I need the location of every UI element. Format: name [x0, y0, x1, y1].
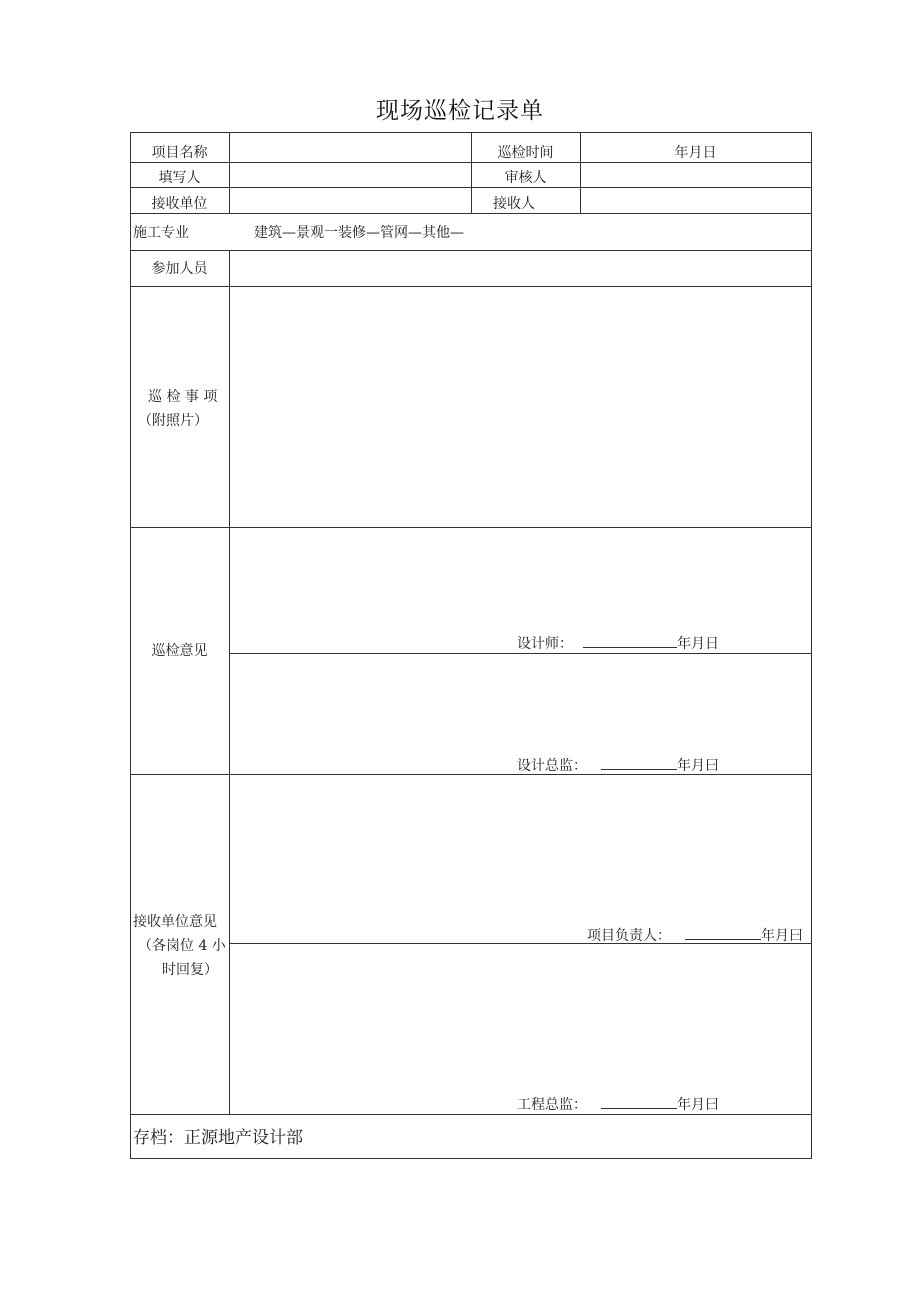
designer-date: 年月日	[677, 636, 719, 652]
col-divider	[229, 132, 230, 214]
designer-label: 设计师：	[517, 636, 573, 652]
inspection-form-table	[130, 132, 812, 1159]
row-divider	[130, 250, 812, 251]
engineering-director-date: 年月曰	[677, 1097, 719, 1113]
engineering-director-label: 工程总监：	[517, 1097, 587, 1113]
engineering-director-opinion-area[interactable]	[230, 944, 811, 1114]
receiving-unit-label: 接收单位	[151, 196, 208, 212]
design-director-opinion-area[interactable]	[230, 654, 811, 774]
table-border-bottom	[130, 1158, 812, 1159]
row-divider	[130, 1114, 812, 1115]
specialty-options[interactable]: 建筑—景观一装修—管网—其他—	[254, 225, 464, 241]
project-lead-label: 项目负责人：	[587, 928, 671, 944]
design-director-signature-line	[517, 757, 719, 774]
receiving-opinion-sublabel-2: 时回复）	[162, 962, 218, 978]
designer-signature-field[interactable]	[583, 635, 677, 648]
design-director-date: 年月曰	[677, 758, 719, 774]
participants-label: 参加人员	[151, 261, 208, 277]
receiving-opinion-label: 接收单位意见	[133, 914, 217, 930]
project-name-label: 项目名称	[151, 145, 208, 161]
specialty-label: 施工专业	[133, 225, 189, 241]
project-lead-signature-line	[587, 927, 803, 944]
page-title: 现场巡检记录单	[376, 98, 544, 124]
project-lead-opinion-area[interactable]	[230, 775, 811, 943]
reviewer-label: 审核人	[504, 170, 547, 186]
design-director-signature-field[interactable]	[601, 757, 677, 770]
project-lead-date: 年月曰	[761, 928, 803, 944]
inspection-items-area[interactable]	[230, 287, 811, 527]
inspection-time-field[interactable]: 年月日	[674, 145, 717, 161]
inspection-opinion-label: 巡检意见	[151, 643, 208, 659]
engineering-director-signature-field[interactable]	[601, 1096, 677, 1109]
engineering-director-signature-line	[517, 1096, 719, 1113]
designer-signature-line	[517, 635, 719, 652]
filled-by-label: 填写人	[158, 170, 201, 186]
receiving-opinion-sublabel: （各岗位 4 小	[138, 938, 226, 954]
archive-note: 存档：正源地产设计部	[133, 1128, 303, 1148]
inspection-time-label: 巡检时间	[497, 145, 554, 161]
receiver-label: 接收人	[493, 196, 535, 212]
inspection-items-sublabel: （附照片）	[138, 413, 208, 429]
inspection-items-label: 巡 检 事 项	[148, 389, 218, 405]
project-lead-signature-field[interactable]	[685, 927, 761, 940]
design-director-label: 设计总监：	[517, 758, 587, 774]
